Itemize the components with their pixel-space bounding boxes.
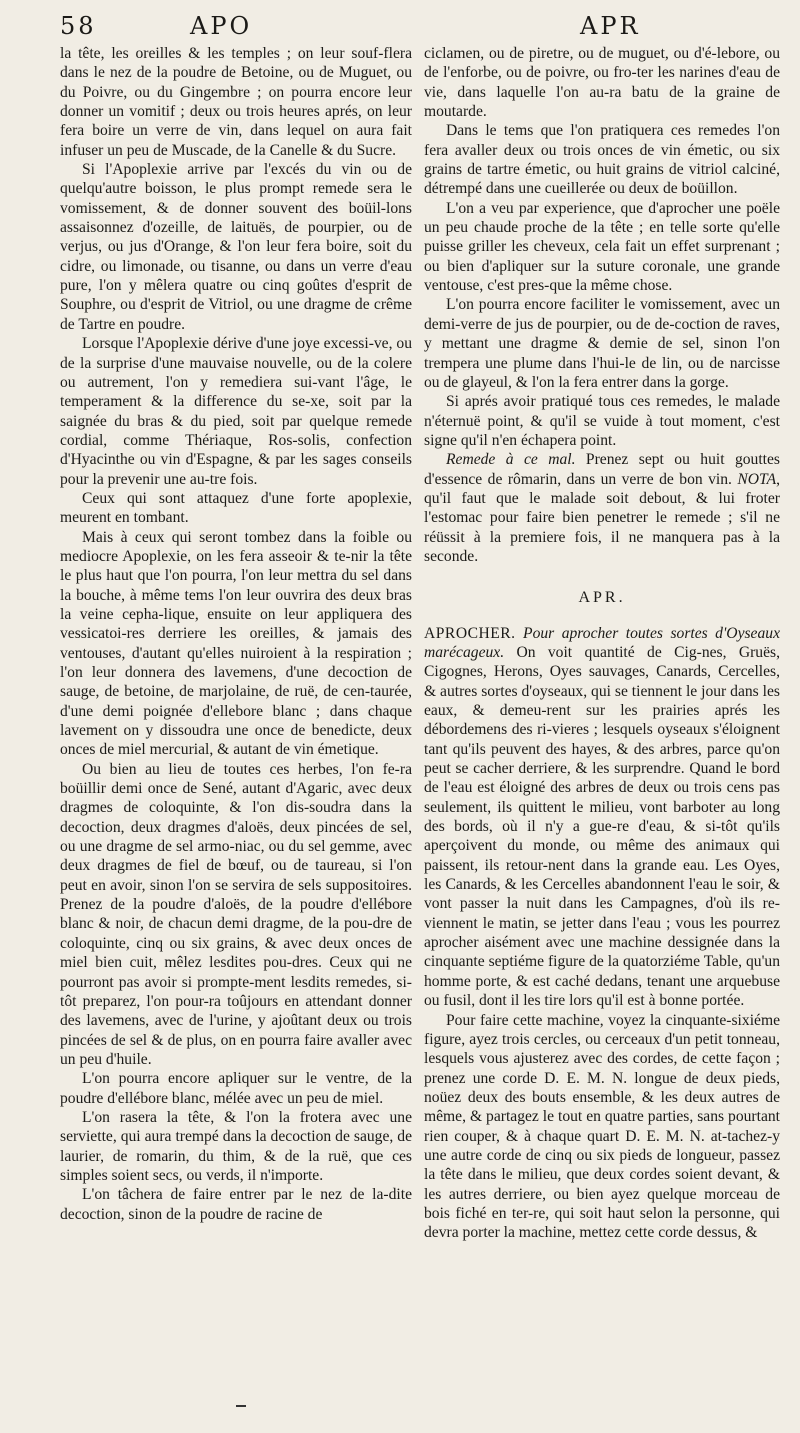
left-column-paragraph: L'on rasera la tête, & l'on la frotera avec une serviette, qui aura trempé dans la decoction de sauge, de laurier, de romarin, du thim, & de la ruë, que ces simples soient secs, ou verds, il n'importe. — [60, 1108, 412, 1184]
remedy-paragraph — [424, 450, 780, 566]
entry-aprocher — [424, 624, 780, 1011]
right-column-paragraph: Dans le tems que l'on pratiquera ces remedes l'on fera avaller deux ou trois onces de vin émetic, ou six grains de tartre émetic, ou huit grains de vitriol calciné, détrempé dans une cueillerée ou deux de boüillon. — [424, 122, 780, 198]
left-column-paragraph: Si l'Apoplexie arrive par l'excés du vin ou de quelqu'autre boisson, le plus prompt remede sera le vomissement, & de donner souvent des boüil-lons assaisonnez d'ozeille, de laituës, de pourpier, ou de verjus, ou jus d'Orange, & l'on leur fera boire, soit du cidre, ou limonade, ou tisanne, ou dans un verre d'eau pure, l'on y mêlera quatre ou cinq goûtes d'esprit de Souphre, ou d'esprit de Vitriol, ou une dragme de crême de Tartre en poudre. — [60, 161, 412, 333]
machine-paragraph: Pour faire cette machine, voyez la cinquante-sixiéme figure, ayez trois cercles, ou cerceaux d'un petit tonneau, lesquels vous ajusterez avec des cordes, de cette façon ; prenez une corde D. E. M. N. longue de deux pieds, noüez deux des bouts ensemble, & les deux autres de même, & partagez le tout en quatre parties, sans pourtant rien couper, & à chaque quart D. E. M. N. at-tachez-y une autre corde de cinq ou six pieds de longueur, passez la tête dans le milieu, que deux cordes soient devant, & les autres derriere, ou bien ayez quelque morceau de bois fiché en ter-re, qui soit haut selon la personne, qui devra porter la machine, mettez cette corde dessus, & — [424, 1011, 780, 1242]
right-column-paragraph: ciclamen, ou de piretre, ou de muguet, ou d'é-lebore, ou de l'enforbe, ou de poivre, ou fro-ter les narines d'eau de vie, dans laquelle l'on au-ra batu de la graine de moutarde. — [424, 45, 780, 121]
left-column-paragraph: Mais à ceux qui seront tombez dans la foible ou mediocre Apoplexie, on les fera asseoir & te-nir la tête le plus haut que l'on pourra, l'on leur mettra du sel dans la bouche, à même tems l'on leur ouvrira des deux bras la veine cepha-lique, ensuite on leur appliquera des vessicatoi-res derriere les oreilles, & jamais des ventouses, d'autant qu'elles nuiroient à la respiration ; l'on leur donnera des lavemens, d'une decoction de sauge, de betoine, de marjolaine, de ruë, de cen-taurée, d'une demi poignée d'ellebore blanc ; dans chaque lavement on y dissoudra une once de benedicte, deux onces de miel mercurial, & autant de vin émetique. — [60, 528, 412, 759]
left-column — [60, 44, 412, 1224]
page-number: 58 — [60, 12, 97, 40]
running-title-left: APO — [190, 12, 253, 40]
remedy-text: Prenez sept ou huit gouttes d'essence de rômarin, dans un verre de bon vin. — [424, 451, 780, 488]
entry-subtitle: Pour aprocher toutes sortes d'Oyseaux marécageux. — [424, 624, 780, 661]
remedy-rest: , qu'il faut que le malade soit debout, & lui froter l'estomac pour faire bien penetrer le remede ; s'il ne réüssit à la premiere fois, il ne manquera pas à la seconde. — [424, 470, 780, 565]
right-column-paragraphs — [424, 44, 780, 450]
running-head — [60, 12, 790, 44]
left-column-paragraph: Ou bien au lieu de toutes ces herbes, l'on fe-ra boüillir demi once de Sené, autant d'Agaric, avec deux dragmes de coloquinte, & l'on dis-soudra dans la decoction, deux dragmes d'aloës, deux pincées de sel, ou une dragme de sel armo-niac, ou du sel gemme, avec deux dragmes de fiel de bœuf, ou de taureau, si l'on peut en avoir, sinon l'on se servira de sels suppositoires. Prenez de la poudre d'aloës, de la poudre d'ellébore blanc & noir, de chacun demi dragme, de la pou-dre de coloquinte, cinq ou six grains, & avec deux onces de miel bien cuit, mêlez lesdites pou-dres. Ceux qui ne pourront pas avoir si prompte-ment lesdits remedes, si-tôt preparez, l'on pour-ra toûjours en attendant donner des lavemens, avec de l'urine, y ajoûtant deux ou trois pincées de sel & de plus, on en pourra faire avaller avec un peu d'huile. — [60, 760, 412, 1068]
footer-mark — [236, 1405, 246, 1407]
right-column — [424, 44, 780, 1243]
entry-body: On voit quantité de Cig-nes, Gruës, Cigognes, Herons, Oyes sauvages, Canards, Cercelles, & autres sortes d'oyseaux, qui se tiennent le jour dans les eaux, & demeu-rent sur les prairies aprés les débordemens des ri-vieres ; lesquels oyseaux s'éloignent tant qu'ils peuvent des hayes, & des arbres, parce qu'on peut se cacher derriere, & les surprendre. Quand le bord de l'eau est éloigné des arbres de deux ou trois cens pas seulement, ils quittent le milieu, vont barboter au long des bords, où il n'y a gue-re d'eau, & si-tôt qu'ils aperçoivent du monde, ou même des animaux qui paissent, ils retour-nent dans la grande eau. Les Oyes, les Canards, & les Cercelles abandonnent l'eau le soir, & vont passer la nuit dans les Campagnes, d'où ils re-viennent le matin, se jetter dans l'eau ; vous les pourrez aprocher aisément avec une machine dessignée dans la cinquante septiéme figure de la quatorziéme Table, qu'un homme porte, & est caché dedans, tenant une arquebuse ou fusil, dont il les tire lors qu'il est à bonne portée. — [424, 643, 780, 1010]
section-heading: APR. — [578, 589, 626, 607]
remedy-label: Remede à ce mal. — [446, 451, 576, 469]
entry-headword: APROCHER. — [424, 624, 516, 642]
nota-label: NOTA — [737, 470, 777, 488]
left-column-paragraph: Ceux qui sont attaquez d'une forte apoplexie, meurent en tombant. — [60, 489, 412, 527]
left-column-paragraph: L'on pourra encore apliquer sur le ventre, de la poudre d'ellébore blanc, mélée avec un peu de miel. — [60, 1070, 412, 1107]
right-column-paragraph: Si aprés avoir pratiqué tous ces remedes, le malade n'éternuë point, & qu'il se vuide à tout moment, c'est signe qu'il n'en échapera point. — [424, 393, 780, 449]
left-column-paragraph: Lorsque l'Apoplexie dérive d'une joye excessi-ve, ou de la surprise d'une mauvaise nouvelle, ou de la colere ou autrement, l'on y remediera sui-vant l'âge, le temperament & la difference du se-xe, soit par la saignée du bras & du pied, soit par quelque remede cordial, comme Thériaque, Ros-solis, confection d'Hyacinthe ou vin d'Espagne, & par les sages conseils pour la prevenir une au-tre fois. — [60, 335, 412, 488]
running-title-right: APR — [580, 12, 641, 40]
right-column-paragraph: L'on pourra encore faciliter le vomissement, avec un demi-verre de jus de pourpier, ou de de-coction de raves, y mettant une dragme & demie de sel, sinon l'on trempera une plume dans l'hui-le de lin, ou de narcisse ou de glayeul, & l'on la fera entrer dans la gorge. — [424, 296, 780, 391]
left-column-paragraph: la tête, les oreilles & les temples ; on leur souf-flera dans le nez de la poudre de Betoine, ou de Muguet, ou du Poivre, ou du Gingembre ; on pourra encore leur donner un vomitif ; deux ou trois heures aprés, on leur fera boire un verre de vin, dans lequel on aura fait infuser un peu de Muscade, de la Canelle & du Sucre. — [60, 45, 412, 159]
left-column-paragraph: L'on tâchera de faire entrer par le nez de la-dite decoction, sinon de la poudre de racine de — [60, 1186, 412, 1223]
right-column-paragraph: L'on a veu par experience, que d'aprocher une poële un peu chaude proche de la tête ; en telle sorte qu'elle puisse griller les cheveux, cela fait un effet surprenant ; ou bien d'apliquer sur la suture coronale, une grande ventouse, c'est pres-que la même chose. — [424, 199, 780, 295]
